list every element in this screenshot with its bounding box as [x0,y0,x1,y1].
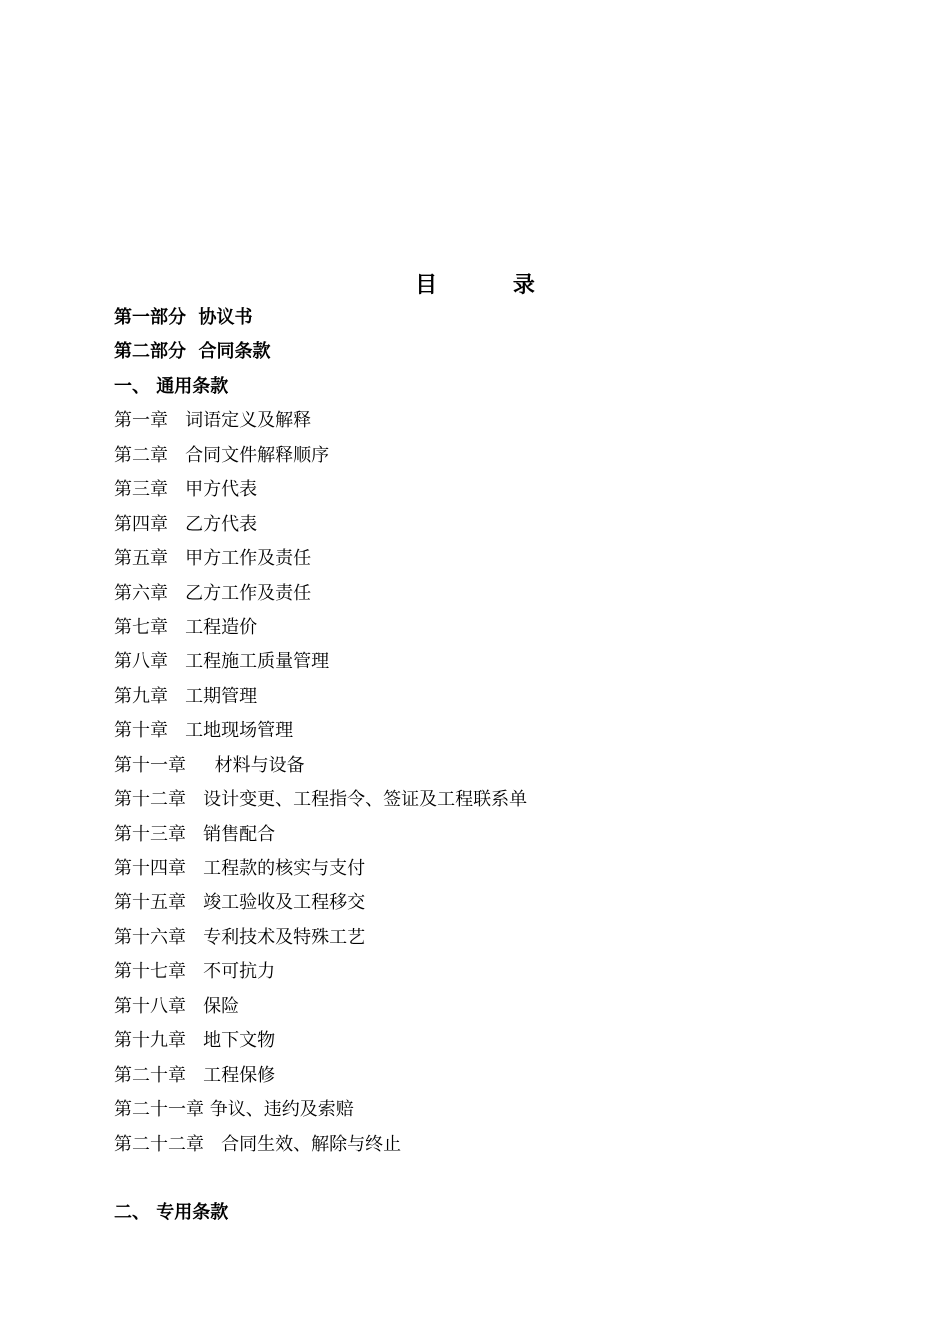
toc-heading-special-terms: 二、 专用条款 [114,1202,229,1224]
toc-chapter: 第二十章 工程保修 [114,1064,276,1086]
spacer [114,1162,874,1196]
toc-chapter: 第十七章 不可抗力 [114,961,276,983]
toc-chapter: 第十九章 地下文物 [114,1030,276,1052]
toc-chapter: 第二章 合同文件解释顺序 [114,444,330,466]
toc-chapter: 第十六章 专利技术及特殊工艺 [114,926,366,948]
toc-chapter: 第十八章 保险 [114,995,240,1017]
toc-chapter: 第十四章 工程款的核实与支付 [114,858,366,879]
toc-chapter: 第十五章 竣工验收及工程移交 [114,892,366,914]
toc-section-agreement: 第一部分 协议书 [114,307,253,328]
toc-chapter: 第六章 乙方工作及责任 [114,582,312,604]
toc-chapter: 第十章 工地现场管理 [114,720,294,742]
toc-chapter: 第二十二章 合同生效、解除与终止 [114,1133,402,1155]
toc-chapter: 第三章 甲方代表 [114,479,258,501]
toc-heading-general-terms: 一、 通用条款 [114,375,229,397]
page-title: 目 录 [415,272,569,298]
toc-chapter: 第十一章 材料与设备 [114,754,305,776]
toc-chapter: 第八章 工程施工质量管理 [114,651,330,673]
toc-chapter: 第二十一章 争议、违约及索赔 [114,1099,354,1121]
toc-chapter: 第九章 工期管理 [114,685,258,707]
toc-section-contract-terms: 第二部分 合同条款 [114,341,271,363]
toc-chapter: 第十二章 设计变更、工程指令、签证及工程联系单 [114,789,528,811]
toc-chapter: 第五章 甲方工作及责任 [114,548,312,570]
toc-chapter: 第七章 工程造价 [114,616,258,638]
toc-chapter: 第十三章 销售配合 [114,823,276,845]
toc-chapter: 第四章 乙方代表 [114,513,258,535]
table-of-contents [114,301,874,1231]
toc-chapter: 第一章 词语定义及解释 [114,410,312,432]
